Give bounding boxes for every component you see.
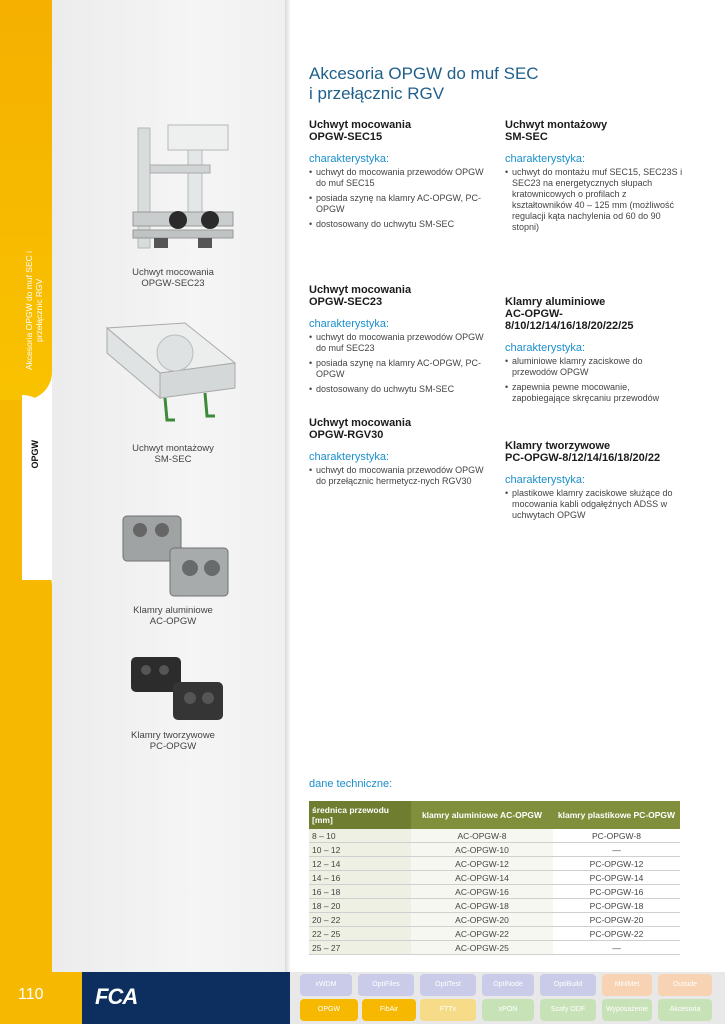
cell-ac: AC-OPGW-10 — [411, 843, 553, 857]
cell-pc: — — [553, 843, 680, 857]
list-item: • zapewnia pewne mocowanie, zapobiegające skręcaniu przewodów — [505, 382, 690, 404]
footer-tab-optifiles[interactable]: OptiFiles — [358, 974, 414, 996]
sm-sec-image — [105, 318, 240, 428]
block-title: Klamry aluminiowe — [505, 296, 606, 308]
block-title: 8/10/12/14/16/18/20/22/25 — [505, 320, 634, 332]
caption-line: Uchwyt montażowy — [132, 443, 214, 454]
caption-ac-opgw — [93, 605, 253, 627]
title-line: Akcesoria OPGW do muf SEC — [309, 64, 539, 83]
list-item: • dostosowany do uchwytu SM-SEC — [309, 384, 494, 395]
table-row — [309, 927, 680, 941]
list-item: • uchwyt do mocowania przewodów OPGW do muf SEC23 — [309, 332, 494, 354]
cell-ac: AC-OPGW-22 — [411, 927, 553, 941]
block-subtitle: charakterystyka: — [309, 153, 390, 165]
block-title: PC-OPGW-8/12/14/16/18/20/22 — [505, 452, 661, 464]
footer-tab-equipment[interactable]: Wyposażenie — [602, 999, 652, 1021]
list-item: • uchwyt do mocowania przewodów OPGW do muf SEC15 — [309, 167, 494, 189]
footer-tab-fibair[interactable]: FibAir — [362, 999, 416, 1021]
side-tab-opgw-label: OPGW — [30, 440, 40, 469]
tech-data-table — [309, 801, 680, 955]
caption-sm-sec — [93, 443, 253, 465]
caption-opgw-sec23 — [93, 267, 253, 289]
cell-pc: PC-OPGW-16 — [553, 885, 680, 899]
cell-diameter: 12 – 14 — [309, 857, 411, 871]
cell-diameter: 10 – 12 — [309, 843, 411, 857]
list-item: • uchwyt do montażu muf SEC15, SEC23S i SEC23 na energetycznych słupach kratownicowych o profilach z kształtowników 40 – 125 mm (możliwość regulacji kąta nachylenia od 60 do 90 stopni) — [505, 167, 685, 233]
cell-ac: AC-OPGW-25 — [411, 941, 553, 955]
caption-line: Uchwyt mocowania — [132, 267, 214, 278]
block-opgw-rgv30 — [309, 417, 494, 491]
footer-tab-optinode[interactable]: OptiNode — [482, 974, 534, 996]
cell-diameter: 8 – 10 — [309, 829, 411, 843]
block-title: OPGW-RGV30 — [309, 429, 384, 441]
side-tab-opgw[interactable] — [22, 395, 52, 580]
cell-ac: AC-OPGW-18 — [411, 899, 553, 913]
block-opgw-sec23 — [309, 284, 494, 399]
header-plastic: klamry plastikowe PC-OPGW — [553, 801, 680, 829]
footer-tab-fttx[interactable]: FTTx — [420, 999, 476, 1021]
block-title: OPGW-SEC15 — [309, 131, 383, 143]
list-item: • aluminiowe klamry zaciskowe do przewodów OPGW — [505, 356, 690, 378]
cell-ac: AC-OPGW-8 — [411, 829, 553, 843]
block-subtitle: charakterystyka: — [505, 342, 586, 354]
table-header-row — [309, 801, 680, 829]
side-tab-lower — [0, 560, 52, 972]
pc-opgw-image — [128, 652, 228, 727]
footer-tab-odf[interactable]: Szafy ODF — [540, 999, 596, 1021]
cell-ac: AC-OPGW-20 — [411, 913, 553, 927]
caption-line: Klamry aluminiowe — [133, 605, 213, 616]
cell-pc: — — [553, 941, 680, 955]
block-title: Klamry tworzywowe — [505, 440, 611, 452]
table-row — [309, 829, 680, 843]
block-subtitle: charakterystyka: — [309, 318, 390, 330]
block-sm-sec — [505, 119, 685, 237]
block-subtitle: charakterystyka: — [505, 153, 586, 165]
cell-diameter: 14 – 16 — [309, 871, 411, 885]
caption-line: OPGW-SEC23 — [141, 278, 205, 289]
block-title: Uchwyt mocowania — [309, 284, 412, 296]
list-item: • plastikowe klamry zaciskowe służące do mocowania kabli odgałęźnych ADSS w uchwytach OPGW — [505, 488, 690, 521]
cell-ac: AC-OPGW-14 — [411, 871, 553, 885]
footer-tab-optitest[interactable]: OptiTest — [420, 974, 476, 996]
cell-pc: PC-OPGW-12 — [553, 857, 680, 871]
page-title — [309, 64, 609, 104]
panel-shadow — [285, 0, 291, 972]
footer-tab-xwdm[interactable]: xWDM — [300, 974, 352, 996]
block-title: AC-OPGW- — [505, 308, 563, 320]
block-title: Uchwyt mocowania — [309, 119, 412, 131]
block-pc-opgw — [505, 440, 690, 525]
title-line: i przełącznic RGV — [309, 84, 445, 103]
cell-diameter: 20 – 22 — [309, 913, 411, 927]
cell-diameter: 22 – 25 — [309, 927, 411, 941]
block-title: SM-SEC — [505, 131, 548, 143]
cell-pc: PC-OPGW-22 — [553, 927, 680, 941]
cell-diameter: 25 – 27 — [309, 941, 411, 955]
cell-pc: PC-OPGW-14 — [553, 871, 680, 885]
footer-tab-optibuild[interactable]: OptiBuild — [540, 974, 596, 996]
list-item: • posiada szynę na klamry AC-OPGW, PC-OPGW — [309, 193, 494, 215]
footer-tab-opgw[interactable]: OPGW — [300, 999, 358, 1021]
tech-data-title: dane techniczne: — [309, 778, 393, 790]
caption-line: PC-OPGW — [149, 741, 197, 752]
cell-pc: PC-OPGW-8 — [553, 829, 680, 843]
cell-pc: PC-OPGW-20 — [553, 913, 680, 927]
table-row — [309, 941, 680, 955]
fca-logo: FCA — [95, 984, 138, 1009]
table-row — [309, 843, 680, 857]
block-subtitle: charakterystyka: — [505, 474, 586, 486]
footer-tab-minimet[interactable]: MiniMet — [602, 974, 652, 996]
block-title: Uchwyt montażowy — [505, 119, 608, 131]
caption-line: SM-SEC — [154, 454, 192, 465]
caption-line: Klamry tworzywowe — [131, 730, 215, 741]
caption-line: AC-OPGW — [149, 616, 197, 627]
page-number: 110 — [18, 986, 44, 1003]
footer-tab-outside[interactable]: Outside — [658, 974, 712, 996]
table-row — [309, 871, 680, 885]
caption-pc-opgw — [93, 730, 253, 752]
block-ac-opgw — [505, 296, 690, 408]
cell-ac: AC-OPGW-12 — [411, 857, 553, 871]
table-row — [309, 885, 680, 899]
table-row — [309, 899, 680, 913]
ac-opgw-image — [118, 508, 233, 603]
block-title: Uchwyt mocowania — [309, 417, 412, 429]
block-subtitle: charakterystyka: — [309, 451, 390, 463]
block-title: OPGW-SEC23 — [309, 296, 383, 308]
footer-tab-accessories[interactable]: Akcesoria — [658, 999, 712, 1021]
table-row — [309, 857, 680, 871]
side-section-label: Akcesoria OPGW do muf SEC i przełącznic RGV — [24, 250, 44, 370]
cell-diameter: 18 – 20 — [309, 899, 411, 913]
list-item: • posiada szynę na klamry AC-OPGW, PC-OPGW — [309, 358, 494, 380]
list-item: • uchwyt do mocowania przewodów OPGW do przełącznic hermetycz-nych RGV30 — [309, 465, 494, 487]
header-diameter: średnica przewodu [mm] — [309, 801, 411, 829]
header-aluminium: klamry aluminiowe AC-OPGW — [411, 801, 553, 829]
block-opgw-sec15 — [309, 119, 494, 234]
cell-ac: AC-OPGW-16 — [411, 885, 553, 899]
opgw-sec23-image — [128, 120, 238, 260]
table-row — [309, 913, 680, 927]
cell-diameter: 16 – 18 — [309, 885, 411, 899]
list-item: • dostosowany do uchwytu SM-SEC — [309, 219, 494, 230]
footer-tab-xpon[interactable]: xPON — [482, 999, 534, 1021]
cell-pc: PC-OPGW-18 — [553, 899, 680, 913]
